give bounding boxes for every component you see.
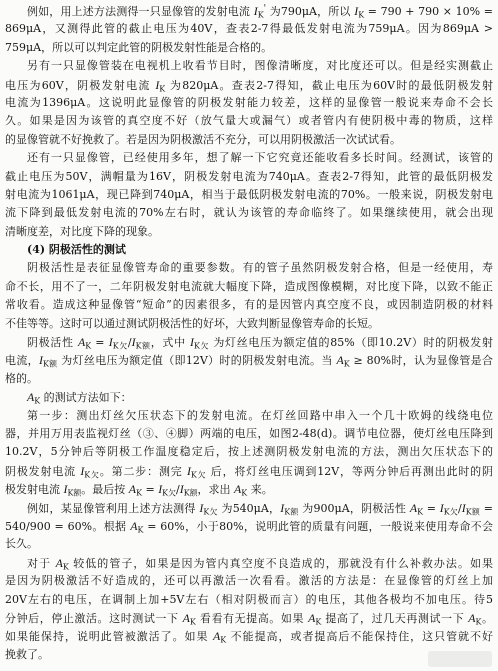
math-variable: A	[468, 610, 476, 625]
math-subscript: K额	[67, 488, 82, 498]
text-line	[5, 407, 493, 425]
text-line	[5, 223, 493, 241]
math-variable: A	[308, 610, 316, 625]
math-symbol	[78, 336, 91, 349]
text-run: /	[127, 336, 132, 350]
math-subscript: K	[62, 562, 69, 572]
text-run: 格的。	[5, 371, 38, 385]
math-symbol	[130, 520, 143, 533]
math-variable: I	[108, 335, 113, 350]
text-line	[5, 591, 493, 609]
text-run: =	[91, 336, 109, 350]
text-run: 10.2V，5分钟后等阴极工作温度稳定后，按上述测阴极发射电流的方法，测出欠压状态下的	[5, 445, 493, 459]
text-line	[5, 76, 493, 94]
text-run: 另有一只显像管装在电视机上收看节目时，图像清晰度，对比度还可以。但是经实测截止	[27, 59, 493, 73]
math-subscript: K	[34, 396, 41, 406]
text-run: 不佳等等。这时可以通过测试阴极活性的好坏，大致判断显像管寿命的长短。	[5, 316, 379, 330]
text-run: 的显像管就不好挽救了。若是因为阴极激活不充分，可以用阴极激活一次试试看。	[5, 132, 401, 146]
text-run: 分钟后，停止激活。这时测试一下	[5, 611, 183, 625]
text-run: 20V左右的电压，在调制上加+5V左右（相对阴极而言）的电压，其他各极均不加电压。待5	[5, 592, 493, 606]
text-line	[5, 480, 493, 498]
text-line	[5, 131, 493, 149]
math-subscript: K	[257, 10, 264, 20]
text-line	[5, 296, 493, 314]
math-variable: I	[190, 335, 194, 350]
math-subscript: K欠	[162, 488, 176, 498]
math-variable: I	[38, 353, 43, 368]
math-symbol	[254, 5, 266, 18]
math-symbol	[280, 502, 298, 515]
math-variable: I	[63, 482, 68, 497]
math-symbol	[39, 354, 57, 367]
text-run: 是因为阴极激活不好造成的，还可以再激活一次看看。激活的方法是：在显像管的灯丝上加	[5, 574, 493, 588]
math-variable: I	[354, 4, 359, 18]
text-line	[5, 278, 493, 296]
math-subscript: K欠	[193, 341, 210, 351]
text-line	[5, 204, 493, 222]
paragraph	[5, 333, 493, 388]
math-variable: I	[253, 4, 258, 18]
math-symbol	[187, 465, 206, 478]
math-symbol	[213, 630, 226, 643]
math-symbol	[468, 612, 481, 625]
text-line	[5, 2, 493, 20]
text-line	[5, 186, 493, 204]
math-subscript: K	[220, 635, 227, 645]
math-subscript: K额	[183, 488, 198, 498]
text-run: 命不长，用不了一，二年阴极发射电流就大幅度下降，造成图像模糊，对比度下降，以致不能正	[5, 279, 493, 293]
math-subscript: K欠	[84, 470, 100, 480]
text-run: 流下降到最低发射电流的70%左右时，就认为该管的寿命临终了。如果继续使用，就会出现	[5, 206, 493, 220]
paragraph	[5, 499, 493, 554]
text-run: =	[141, 483, 159, 497]
math-variable: A	[128, 482, 137, 497]
text-line	[5, 425, 493, 443]
text-run: /	[458, 501, 462, 515]
text-run: 后，将灯丝电压调到12V，等两分钟后再测出此时的阴	[206, 464, 493, 478]
math-symbol	[27, 391, 40, 404]
math-symbol	[129, 483, 142, 496]
watermark-logo	[428, 651, 492, 667]
math-subscript: K	[241, 488, 248, 498]
math-variable: I	[280, 500, 285, 515]
math-subscript: K欠	[443, 506, 459, 516]
math-symbol	[410, 502, 423, 515]
text-run: 看看有无提高。如果	[195, 611, 309, 625]
math-subscript: K	[136, 488, 142, 498]
text-line	[5, 351, 493, 369]
math-subscript: K额	[284, 506, 299, 516]
text-run: 器，并用万用表监视灯丝（③、④脚）两端的电压，如图2-48(d)。调节电位器，使灯丝电压降到	[5, 426, 493, 440]
text-run: 阴极活性是表征显像管寿命的重要参数。有的管子虽然阴极发射合格，但是一经使用，寿	[27, 261, 493, 275]
text-run: 电流为1396μA。这说明此显像管的阴极发射能力较差，这样的显像管一般说来寿命不会长	[5, 95, 493, 109]
math-variable: A	[234, 482, 242, 497]
text-line	[5, 259, 493, 277]
math-symbol	[155, 79, 165, 92]
text-line	[5, 57, 493, 75]
text-run: 常收看。造成这种显像管“短命”的因素很多，有的是因管内真空度不良，或因制造阴极的材料	[5, 298, 493, 312]
math-symbol	[132, 336, 151, 349]
math-symbol	[199, 502, 217, 515]
text-run: 电压为60V，阴极发射电流	[5, 78, 156, 92]
math-symbol	[337, 354, 350, 367]
text-run: 清晰度差，对比度下降的现象。	[5, 224, 159, 238]
text-run: /	[176, 483, 180, 497]
text-run: 长久。	[5, 537, 38, 551]
text-run: 为灯丝电压为额定值的85%（即10.2V）时的阴极发射	[209, 336, 493, 350]
text-line	[5, 572, 493, 590]
math-symbol	[462, 502, 480, 515]
math-symbol	[190, 336, 209, 349]
math-symbol	[64, 483, 82, 496]
text-line	[5, 168, 493, 186]
text-line	[5, 462, 493, 480]
text-line	[5, 241, 493, 259]
text-run: =	[423, 501, 440, 515]
math-variable: I	[131, 335, 136, 350]
math-variable: I	[155, 77, 160, 92]
math-symbol	[158, 483, 176, 496]
math-variable: I	[439, 500, 444, 515]
text-run: 久。如果是因为该管的真空度不好（放气量大或漏气）或者管内有使阴极中毒的物质，这样	[5, 114, 493, 128]
text-run: 为灯丝电压为额定值（即12V）时的阴极发射电流。当	[57, 354, 337, 368]
math-subscript: K	[475, 617, 482, 627]
math-variable: I	[179, 482, 184, 497]
math-superscript: '	[263, 4, 267, 15]
text-run: ≥ 80%时，认为显像管是合	[349, 354, 493, 368]
math-symbol	[183, 612, 196, 625]
math-variable: I	[199, 500, 204, 515]
math-subscript: K	[315, 617, 322, 627]
text-line	[5, 627, 493, 645]
paragraph	[5, 388, 493, 406]
text-run: 为790μA，所以	[266, 5, 355, 18]
math-variable: A	[336, 353, 344, 368]
math-variable: I	[461, 500, 466, 515]
text-run: = 60%，小于80%，说明此管的质量有问题，一般说来使用寿命不会	[143, 519, 493, 533]
text-run: 提高了，过几天再测试一下	[321, 611, 469, 625]
math-subscript: K	[137, 525, 144, 535]
math-subscript: K	[343, 359, 350, 369]
text-line	[5, 609, 493, 627]
text-line	[5, 517, 493, 535]
math-variable: A	[77, 335, 86, 350]
math-variable: A	[55, 555, 63, 570]
math-subscript: K欠	[190, 470, 207, 480]
math-variable: A	[27, 390, 35, 405]
text-run: 为540μA，	[217, 501, 281, 515]
text-line	[5, 149, 493, 167]
text-run: 电流，	[5, 354, 39, 368]
text-line	[5, 554, 493, 572]
math-subscript: K	[85, 341, 92, 351]
math-subscript: K	[358, 10, 365, 20]
text-line	[5, 443, 493, 461]
paragraph	[5, 149, 493, 241]
math-symbol	[354, 5, 364, 18]
text-line	[5, 333, 493, 351]
text-line	[5, 112, 493, 130]
text-run: 极发射电流	[5, 483, 64, 497]
text-run: 阴极发射电流	[5, 464, 81, 478]
section-heading	[5, 241, 493, 259]
text-line	[5, 499, 493, 517]
math-symbol	[109, 336, 128, 349]
text-run: 为820μA。查表2-7得知，截止电压为60V时的最低阴极发射	[165, 78, 493, 92]
math-symbol	[440, 502, 458, 515]
text-line	[5, 315, 493, 333]
text-run: 。	[481, 611, 493, 625]
text-run: 挽救了。	[5, 647, 49, 661]
text-run: 对于	[27, 556, 56, 570]
math-subscript: K额	[135, 341, 151, 351]
math-subscript: K	[189, 617, 196, 627]
math-symbol	[234, 483, 247, 496]
text-run: 869μA，又测得此管的截止电压为40V，查表2-7得最低发射电流为759μA。因为869μA >	[5, 22, 493, 36]
paragraph	[5, 57, 493, 149]
text-line	[5, 20, 493, 38]
math-variable: I	[158, 482, 163, 497]
math-symbol	[180, 483, 198, 496]
math-subscript: K	[417, 506, 424, 516]
text-line	[5, 94, 493, 112]
text-line	[5, 39, 493, 57]
math-variable: I	[80, 463, 85, 478]
text-run: 如果能保持，说明此管被激活了。如果	[5, 630, 213, 644]
text-line	[5, 370, 493, 388]
text-run: 例如，某显像管利用上述方法测得	[27, 501, 200, 515]
paragraph	[5, 407, 493, 499]
text-run: 射电流为1061μA，现已降到740μA，相当于最低阴极发射电流的70%。一般来说，阴极发射电	[5, 187, 493, 201]
text-run: (4) 阴极活性的测试	[27, 243, 126, 257]
text-run: 。第二步：测完	[99, 464, 187, 478]
paragraph	[5, 2, 493, 57]
text-run: 的测试方法如下：	[40, 391, 132, 405]
math-symbol	[308, 612, 321, 625]
math-variable: A	[409, 500, 418, 515]
text-run: ，式中	[150, 336, 190, 350]
text-run: 截止电压为50V，满帽量为16V，阴极发射电流为740μA。查表2-7得知，此管的最低阴极发	[5, 169, 493, 183]
math-subscript: K欠	[203, 506, 218, 516]
paragraph	[5, 554, 493, 664]
text-line	[5, 388, 493, 406]
math-variable: A	[182, 610, 190, 625]
text-run: ，求出	[197, 483, 235, 497]
math-variable: A	[130, 518, 138, 533]
text-run: 第一步：测出灯丝欠压状态下的发射电流。在灯丝回路中串入一个几十欧姆的线绕电位	[27, 408, 493, 422]
math-symbol	[56, 557, 69, 570]
page-body-text	[5, 2, 493, 664]
text-run: 还有一只显像管，已经使用多年，想了解一下它究竟还能收看多长时间。经测试，该管的	[27, 151, 493, 165]
text-run: 不能提高，或者提高后不能保持住，这只管就不好	[226, 630, 493, 644]
math-subscript: K额	[42, 359, 58, 369]
math-subscript: K额	[465, 506, 481, 516]
text-run: 759μA，所以可以判定此管的阴极发射性能是合格的。	[5, 40, 273, 54]
math-variable: I	[186, 463, 191, 478]
math-subscript: K	[159, 83, 166, 93]
text-run: 540/900 = 60%。根据	[5, 519, 131, 533]
math-subscript: K欠	[112, 341, 128, 351]
math-symbol	[80, 465, 99, 478]
text-run: = 790 + 790 × 10% =	[364, 5, 493, 18]
text-run: =	[480, 501, 493, 515]
text-run: 阴极活性	[27, 336, 78, 350]
paragraph	[5, 259, 493, 333]
text-run: 来。	[247, 483, 273, 497]
text-run: 为900μA，阴极活性	[298, 501, 410, 515]
text-run: 例如，用上述方法测得一只显像管的发射电流	[27, 5, 254, 18]
text-line	[5, 535, 493, 553]
text-line	[5, 646, 493, 664]
text-run: 。最后按	[81, 483, 129, 497]
math-variable: A	[212, 629, 221, 644]
text-run: 较低的管子，如果是因为管内真空度不良造成的，那就没有什么补救办法。如果	[68, 556, 493, 570]
